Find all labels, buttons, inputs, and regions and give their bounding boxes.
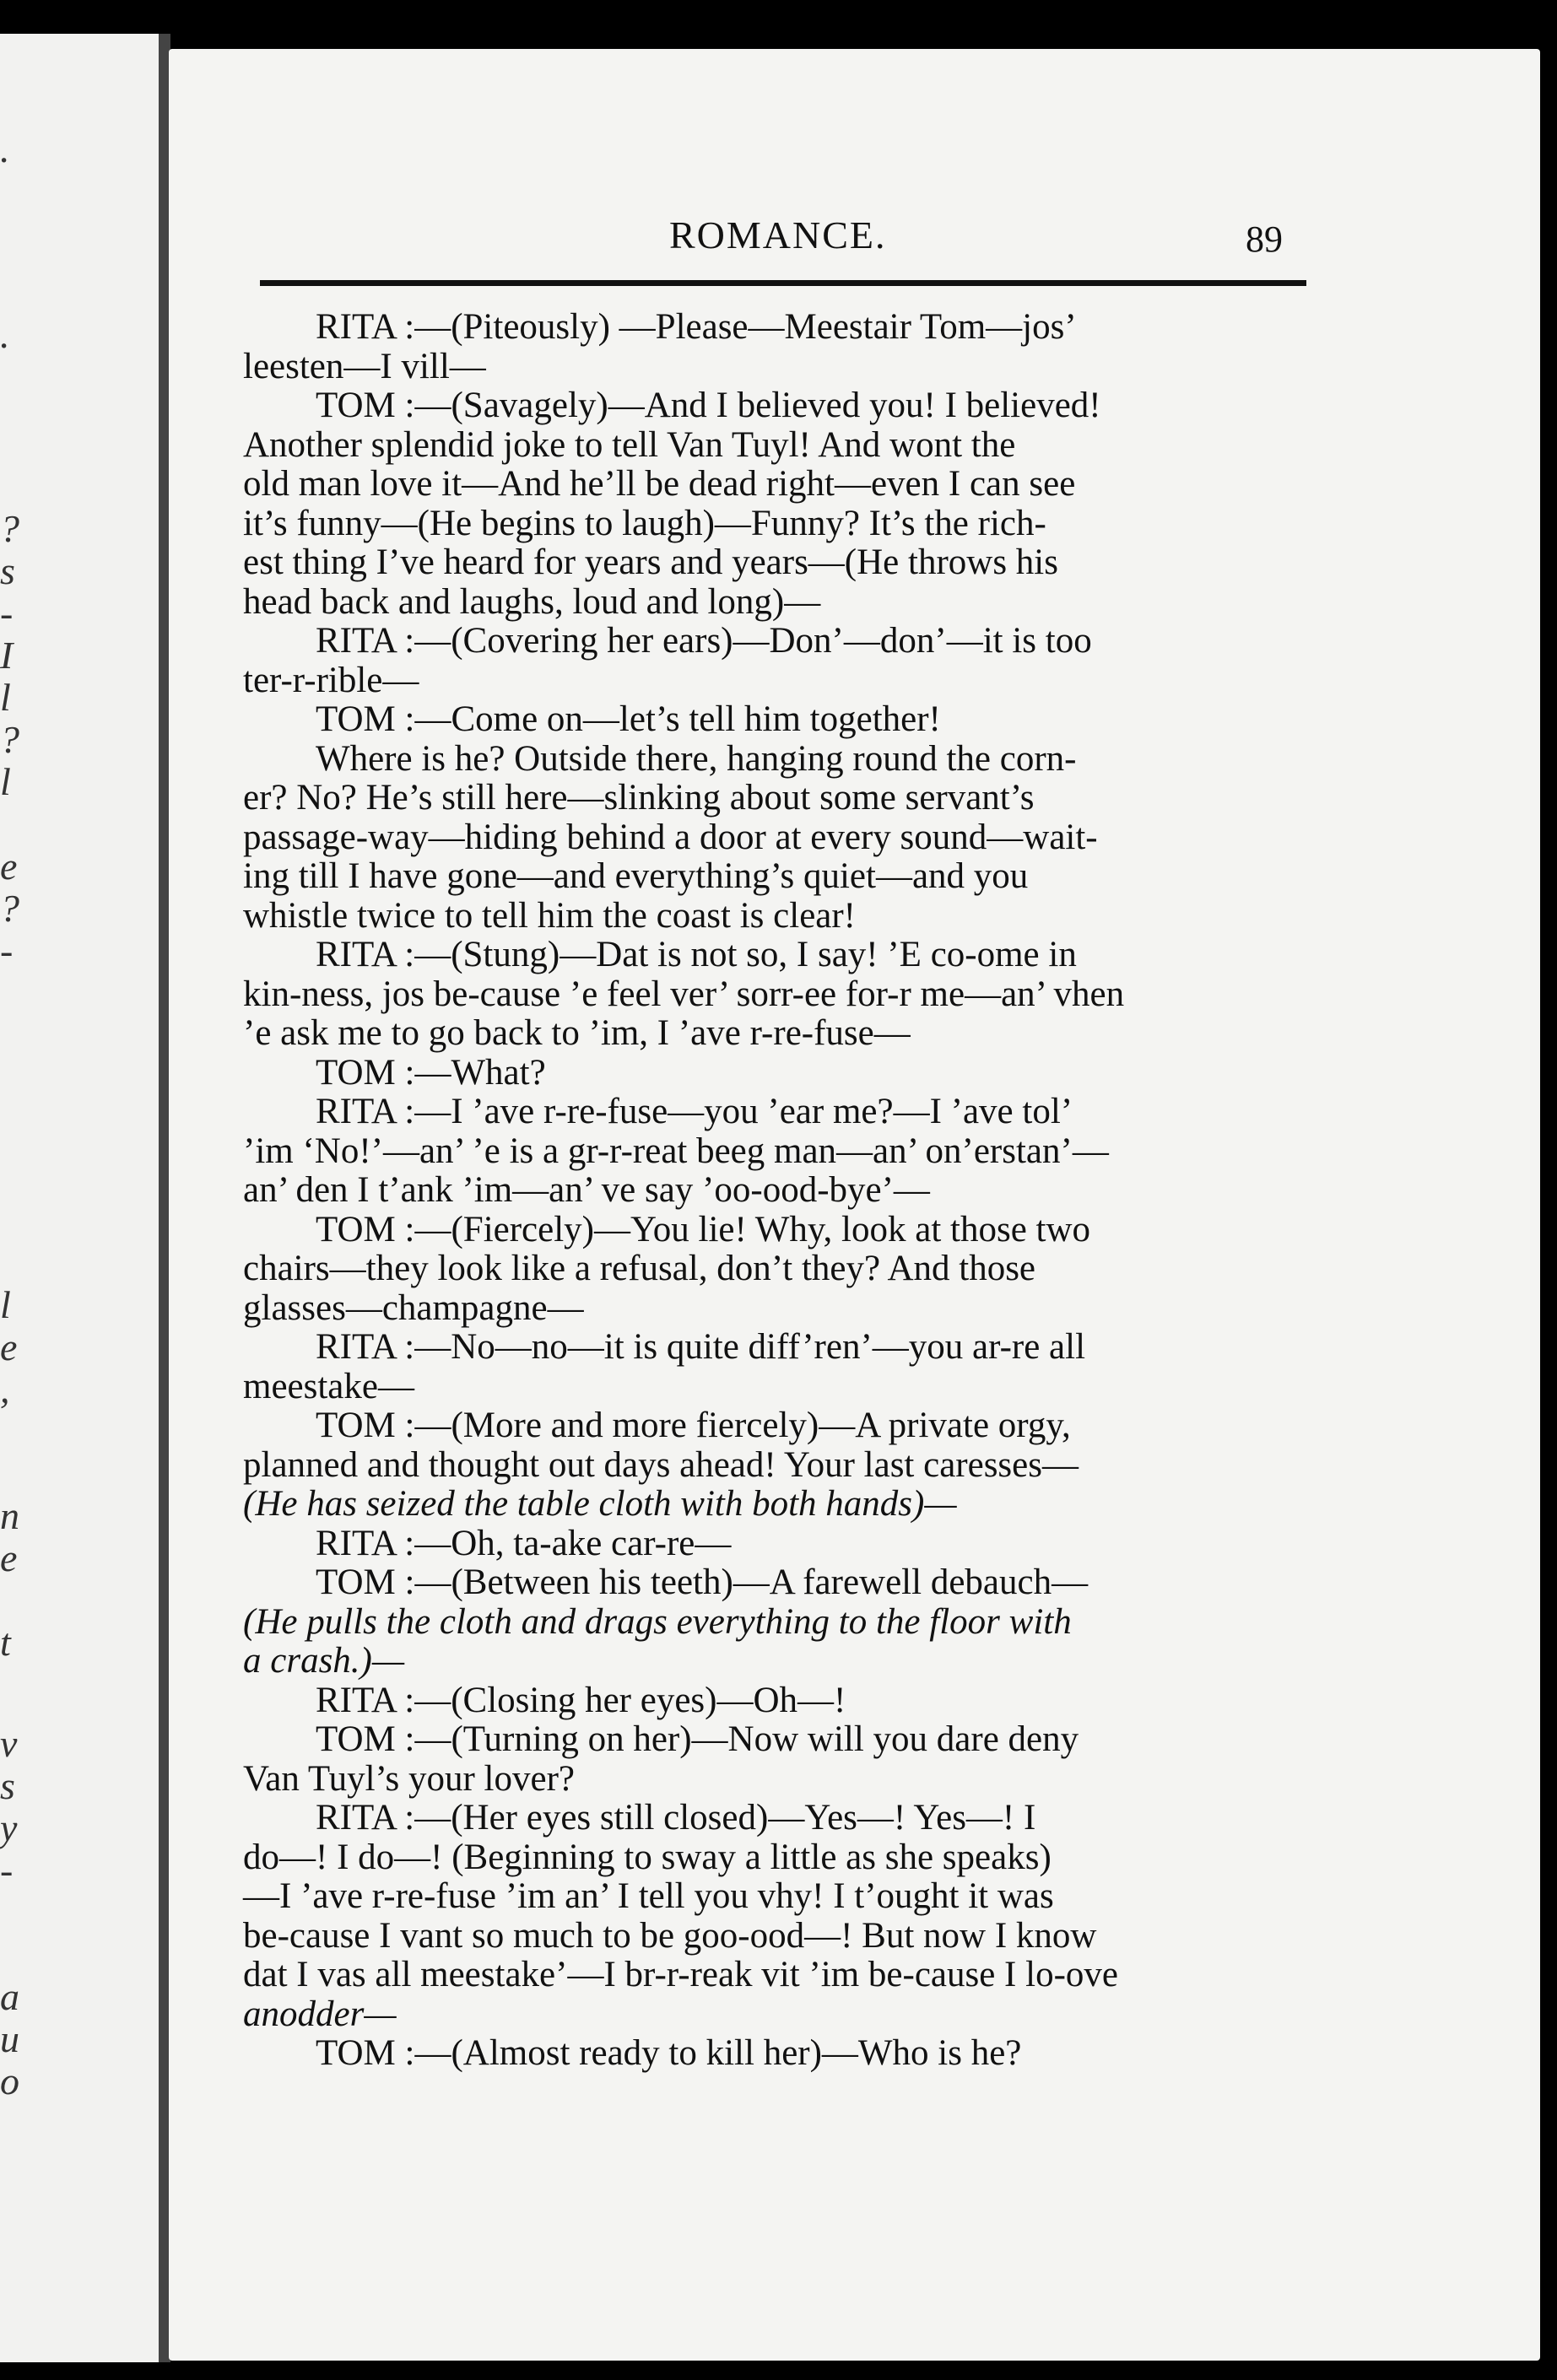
text-line: dat I vas all meestake’—I br-r-reak vit ’im be-cause I lo-ove xyxy=(243,1955,1118,1994)
text-line: Van Tuyl’s your lover? xyxy=(243,1758,575,1799)
text-line: TOM :—(Fiercely)—You lie! Why, look at those two xyxy=(316,1209,1091,1249)
page-number: 89 xyxy=(1246,219,1283,260)
left-page-fragment: l xyxy=(0,676,11,719)
left-page-fragment: e xyxy=(0,1536,18,1579)
page-header xyxy=(260,202,1306,278)
text-line: it’s funny—(He begins to laugh)—Funny? It’s the rich- xyxy=(243,503,1046,543)
left-page-fragment: - xyxy=(0,929,14,972)
left-page-fragment: ? xyxy=(0,718,19,761)
left-page-edge xyxy=(0,34,163,2362)
text-line: meestake— xyxy=(243,1366,414,1406)
text-line: Another splendid joke to tell Van Tuyl! And wont the xyxy=(243,424,1016,465)
text-line: RITA :—(Stung)—Dat is not so, I say! ’E co-ome in xyxy=(316,935,1077,974)
left-page-fragment: y xyxy=(0,1806,18,1849)
text-line: TOM :—What? xyxy=(316,1052,546,1093)
left-page-fragment: v xyxy=(0,1722,18,1765)
left-page-fragment: t xyxy=(0,1621,11,1664)
text-line: Where is he? Outside there, hanging round the corn- xyxy=(316,738,1077,779)
left-page-fragment: ? xyxy=(0,887,19,930)
left-page-fragment: - xyxy=(0,1848,14,1892)
text-line: chairs—they look like a refusal, don’t they? And those xyxy=(243,1249,1036,1288)
text-line: glasses—champagne— xyxy=(243,1287,584,1328)
left-page-fragment: s xyxy=(0,549,15,592)
page-text xyxy=(243,308,1302,2074)
text-line: RITA :—I ’ave r-re-fuse—you ’ear me?—I ’ave tol’ xyxy=(316,1092,1073,1131)
text-line: TOM :—(Between his teeth)—A farewell debauch— xyxy=(316,1562,1089,1602)
left-page-fragment: o xyxy=(0,2059,19,2102)
left-page-fragment: l xyxy=(0,1283,11,1326)
left-page-fragment: , xyxy=(0,1368,10,1411)
text-line: do—! I do—! (Beginning to sway a little as she speaks) xyxy=(243,1837,1052,1877)
text-line: RITA :—(Her eyes still closed)—Yes—! Yes—! I xyxy=(316,1798,1036,1838)
text-line: TOM :—(Savagely)—And I believed you! I believed! xyxy=(316,386,1101,425)
text-line: kin-ness, jos be-cause ’e feel ver’ sorr-ee for-r me—an’ vhen xyxy=(243,974,1125,1014)
text-line: ter-r-rible— xyxy=(243,660,419,700)
text-line: TOM :—(Turning on her)—Now will you dare deny xyxy=(316,1719,1079,1759)
text-line: a crash.)— xyxy=(243,1641,405,1681)
left-page-fragment: I xyxy=(0,634,14,677)
text-line: ing till I have gone—and everything’s quiet—and you xyxy=(243,856,1029,896)
text-line: an’ den I t’ank ’im—an’ ve say ’oo-ood-bye’— xyxy=(243,1170,930,1210)
text-line: TOM :—Come on—let’s tell him together! xyxy=(316,699,941,739)
text-line: (He pulls the cloth and drags everything to the floor with xyxy=(243,1601,1072,1642)
left-page-fragment: . xyxy=(0,313,10,356)
text-line: est thing I’ve heard for years and years—(He throws his xyxy=(243,542,1058,582)
text-line: anodder— xyxy=(243,1994,397,2034)
left-page-fragment: s xyxy=(0,1764,15,1807)
running-title: ROMANCE. xyxy=(669,213,887,256)
header-rule xyxy=(260,280,1306,286)
left-page-fragment: u xyxy=(0,2017,19,2060)
text-line: leesten—I vill— xyxy=(243,346,486,386)
text-line: old man love it—And he’ll be dead right—even I can see xyxy=(243,464,1076,504)
left-page-fragment: ? xyxy=(0,507,19,550)
left-page-fragment: e xyxy=(0,845,18,888)
left-page-fragment: n xyxy=(0,1494,19,1537)
left-page-fragment: l xyxy=(0,760,11,803)
text-line: TOM :—(More and more fiercely)—A private orgy, xyxy=(316,1406,1071,1445)
text-line: RITA :—No—no—it is quite diff’ren’—you ar-re all xyxy=(316,1327,1086,1367)
text-line: whistle twice to tell him the coast is clear! xyxy=(243,895,857,936)
left-page-fragment: . xyxy=(0,127,10,170)
text-line: —I ’ave r-re-fuse ’im an’ I tell you vhy! I t’ought it was xyxy=(243,1876,1054,1916)
text-line: RITA :—(Closing her eyes)—Oh—! xyxy=(316,1680,846,1720)
text-line: passage-way—hiding behind a door at every sound—wait- xyxy=(243,817,1098,857)
text-line: TOM :—(Almost ready to kill her)—Who is he? xyxy=(316,2033,1022,2073)
text-line: ’e ask me to go back to ’im, I ’ave r-re-fuse— xyxy=(243,1013,911,1053)
left-page-fragment: e xyxy=(0,1325,18,1368)
text-line: RITA :—(Piteously) —Please—Meestair Tom—jos’ xyxy=(316,307,1077,347)
text-line: ’im ‘No!’—an’ ’e is a gr-r-reat beeg man—an’ on’erstan’— xyxy=(243,1131,1109,1171)
left-page-fragment: - xyxy=(0,591,14,634)
text-line: RITA :—(Covering her ears)—Don’—don’—it is too xyxy=(316,621,1092,661)
text-line: planned and thought out days ahead! Your last caresses— xyxy=(243,1444,1079,1485)
text-line: (He has seized the table cloth with both hands)— xyxy=(243,1484,957,1524)
text-line: er? No? He’s still here—slinking about some servant’s xyxy=(243,778,1035,818)
text-line: RITA :—Oh, ta-ake car-re— xyxy=(316,1523,732,1563)
text-line: head back and laughs, loud and long)— xyxy=(243,581,821,622)
left-page-fragment: a xyxy=(0,1975,19,2018)
text-line: be-cause I vant so much to be goo-ood—! But now I know xyxy=(243,1915,1097,1956)
